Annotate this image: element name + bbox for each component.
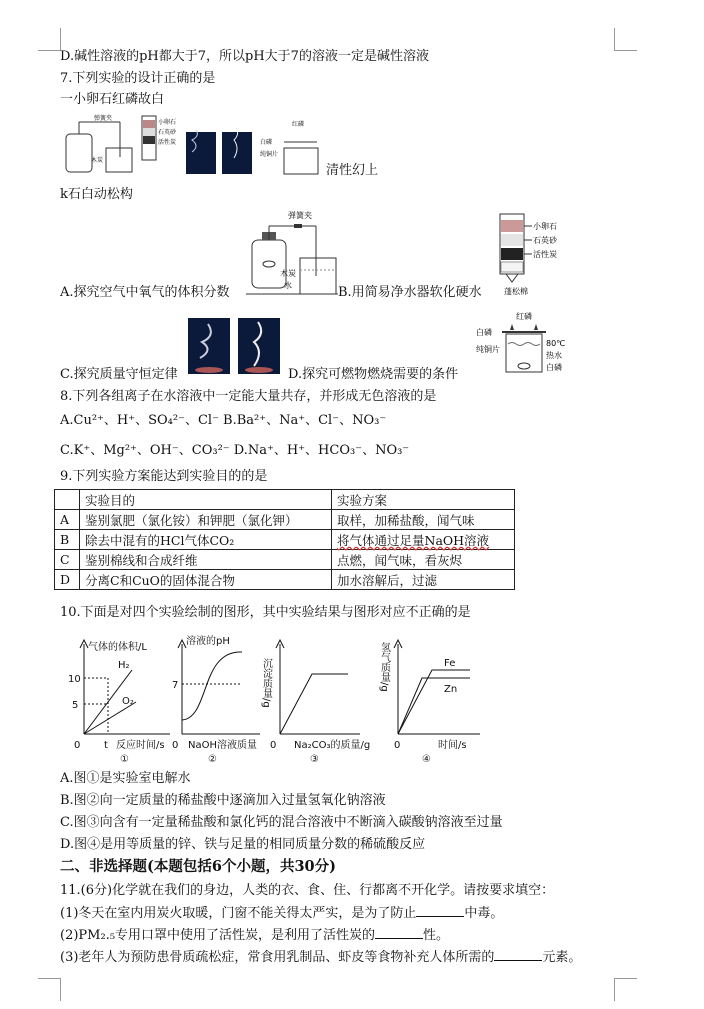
label-copper: 纯铜片 [476,345,500,354]
crop-mark-bottom-left [38,978,61,1001]
graph-4-xlabel: 时间/s [438,740,467,751]
graph-1-xlabel: 反应时间/s [116,740,165,751]
q6-option-d: D.碱性溶液的pH都大于7，所以pH大于7的溶液一定是碱性溶液 [60,49,429,64]
q11-part-3-before: (3)老年人为预防患骨质疏松症，常食用乳制品、虾皮等食物补充人体所需的 [60,950,495,965]
graph-2-tick-7: 7 [172,680,179,691]
graph-3-line [280,674,348,734]
graph-4-series-zn: Zn [444,684,458,695]
q7-option-b: B.用简易净水器软化硬水 [338,285,482,300]
graph-3-ylabel: 沉淀质量/g [260,658,272,708]
header-cell-blank [55,490,80,510]
layer-cotton [501,262,523,272]
q11-part-1 [60,904,503,923]
q9-table [54,489,515,590]
row-d-label: D [55,570,80,590]
graph-4-zn-line [398,678,470,734]
q7-garbled-text-2: 清性幻上 [326,163,379,178]
q11-part-2-before: (2)PM₂.₅专用口罩中使用了活性炭，是利用了活性炭的 [60,928,376,943]
q11-part-2-after: 性。 [423,928,450,943]
header-cell-purpose: 实验目的 [80,490,332,510]
small-label-copper: 纯铜片 [260,151,279,158]
graph-4-origin: 0 [394,740,401,751]
header-cell-plan: 实验方案 [332,490,515,510]
figure-d-combustion [476,310,576,376]
graph-4 [379,640,481,765]
graph-4-series-fe: Fe [444,658,456,669]
graph-1-number: ① [120,754,129,765]
q11-part-1-before: (1)冬天在室内用炭火取暖，门窗不能关得太严实，是为了防止 [60,906,417,921]
q10-option-b: B.图②向一定质量的稀盐酸中逐滴加入过量氢氧化钠溶液 [60,793,386,808]
q10-option-c: C.图③向含有一定量稀盐酸和氯化钙的混合溶液中不断滴入碳酸钠溶液至过量 [60,815,503,830]
small-photo-2 [222,132,252,174]
small-photo-1 [186,132,216,174]
q8-options-ab: A.Cu²⁺、H⁺、SO₄²⁻、Cl⁻ B.Ba²⁺、Na⁺、Cl⁻、NO₃⁻ [60,413,387,428]
figure-b-water-filter [496,212,572,298]
q7-option-a: A.探究空气中氧气的体积分数 [60,285,230,300]
q11-blank-2[interactable] [375,926,423,939]
label-carbon: 活性炭 [533,250,557,259]
row-a-purpose: 鉴别氯肥（氯化铵）和钾肥（氯化钾） [80,510,332,530]
q7-small-figures [62,112,352,180]
graph-2 [172,634,260,765]
small-label-sand: 石英砂 [158,129,177,136]
table-row [55,550,515,570]
layer-carbon [501,248,523,260]
row-a-label: A [55,510,80,530]
q10-graphs [60,630,490,766]
layer-pebble [501,220,523,232]
q11-part-3 [60,948,581,967]
photo-2 [238,318,280,374]
figure-c-photos [188,318,282,376]
label-whitep-bottom: 白磷 [546,363,562,372]
row-a-plan: 取样，加稀盐酸，闻气味 [332,510,515,530]
graph-1 [68,640,170,765]
row-c-plan: 点燃，闻气味，看灰烬 [332,550,515,570]
graph-3 [261,640,371,765]
label-hotwater: 热水 [546,351,562,360]
q7-option-c: C.探究质量守恒定律 [60,367,178,382]
graph-2-xlabel: NaOH溶液质量 [188,740,257,751]
row-c-label: C [55,550,80,570]
graph-1-ylabel: 气体的体积/L [88,642,147,653]
row-b-purpose: 除去中混有的HCl气体CO₂ [80,530,332,550]
graph-2-ylabel: 溶液的pH [186,636,230,647]
graph-4-ylabel: 氢气质量/g [378,642,390,692]
row-b-plan: 将气体通过足量NaOH溶液 [332,530,515,550]
q11-part-3-after: 元素。 [542,950,582,965]
section-2-heading: 二、非选择题(本题包括6个小题，共30分) [60,858,336,875]
q8-stem: 8.下列各组离子在水溶液中一定能大量共存，并形成无色溶液的是 [60,389,437,404]
graph-3-xlabel: Na₂CO₃的质量/g [294,740,371,751]
label-water: 水 [284,281,292,290]
spring-clamp [294,224,302,228]
q10-stem: 10.下面是对四个实验绘制的图形，其中实验结果与图形对应不正确的是 [60,605,471,620]
graph-1-origin: 0 [74,740,81,751]
graph-3-origin: 0 [270,740,277,751]
label-cotton: 蓬松棉 [504,287,528,296]
small-filter-apparatus [142,116,177,160]
label-redp: 红磷 [516,312,532,321]
row-d-purpose: 分离C和CuO的固体混合物 [80,570,332,590]
q8-options-cd: C.K⁺、Mg²⁺、OH⁻、CO₃²⁻ D.Na⁺、H⁺、HCO₃⁻、NO₃⁻ [60,443,410,458]
hot-water-beaker [506,334,542,372]
q7-stem: 7.下列实验的设计正确的是 [60,71,216,86]
small-label-wood: 木炭 [91,157,104,164]
figure-a-flask-apparatus [244,206,340,298]
graph-2-origin: 0 [172,740,179,751]
q7-garbled-text-3: k石白动松构 [60,187,133,202]
q11-stem: 11.(6分)化学就在我们的身边，人类的衣、食、住、行都离不开化学。请按要求填空： [60,883,555,898]
photo-2-dish [245,367,273,373]
graph-1-tick-5: 5 [72,700,79,711]
beaker [300,258,336,294]
row-c-purpose: 鉴别棉线和合成纤维 [80,550,332,570]
label-sand: 石英砂 [533,236,557,245]
q10-option-d: D.图④是用等质量的锌、铁与足量的相同质量分数的稀硫酸反应 [60,837,426,852]
graph-2-ph-curve [182,652,242,720]
crop-mark-top-right [614,28,637,51]
layer-sand [501,234,523,246]
small-label-redp: 红磷 [292,121,305,128]
small-label-clamp: 弹簧夹 [94,115,113,122]
q9-stem: 9.下列实验方案能达到实验目的的是 [60,469,268,484]
photo-1-dish [195,367,223,373]
graph-4-fe-line [398,670,470,734]
crop-mark-top-left [38,28,61,51]
small-beaker-apparatus [260,120,318,174]
table-row [55,570,515,590]
q7-option-d: D.探究可燃物燃烧需要的条件 [288,367,459,382]
label-wood: 木炭 [280,269,296,278]
graph-4-number: ④ [422,754,431,765]
label-pebble: 小卵石 [533,222,557,231]
q11-blank-1[interactable] [416,904,464,917]
table-header-row [55,490,515,510]
graph-1-t: t [104,740,108,751]
q10-option-a: A.图①是实验室电解水 [60,771,191,786]
table-row [55,510,515,530]
flask [252,240,286,288]
crop-mark-bottom-right [614,978,637,1001]
row-b-label: B [55,530,80,550]
q11-part-1-after: 中毒。 [464,906,504,921]
small-label-whitep: 白磷 [260,139,273,146]
row-d-plan: 加水溶解后，过滤 [332,570,515,590]
graph-1-series-h2: H₂ [118,660,130,671]
graph-2-number: ② [208,754,217,765]
table-row [55,530,515,550]
small-label-pebble: 小卵石 [158,119,177,126]
q7-garbled-text-1: 一小卵石红磷故白 [60,92,165,107]
label-temp: 80℃ [546,339,566,348]
q11-part-2 [60,926,449,945]
graph-1-series-o2: O₂ [122,696,134,707]
q11-blank-3[interactable] [494,948,542,961]
small-label-carbon: 活性炭 [158,139,177,146]
graph-3-number: ③ [310,754,319,765]
label-whitep: 白磷 [476,328,492,337]
small-flask-apparatus [66,114,132,172]
label-clamp: 弹簧夹 [288,211,312,220]
graph-1-tick-10: 10 [68,674,81,685]
